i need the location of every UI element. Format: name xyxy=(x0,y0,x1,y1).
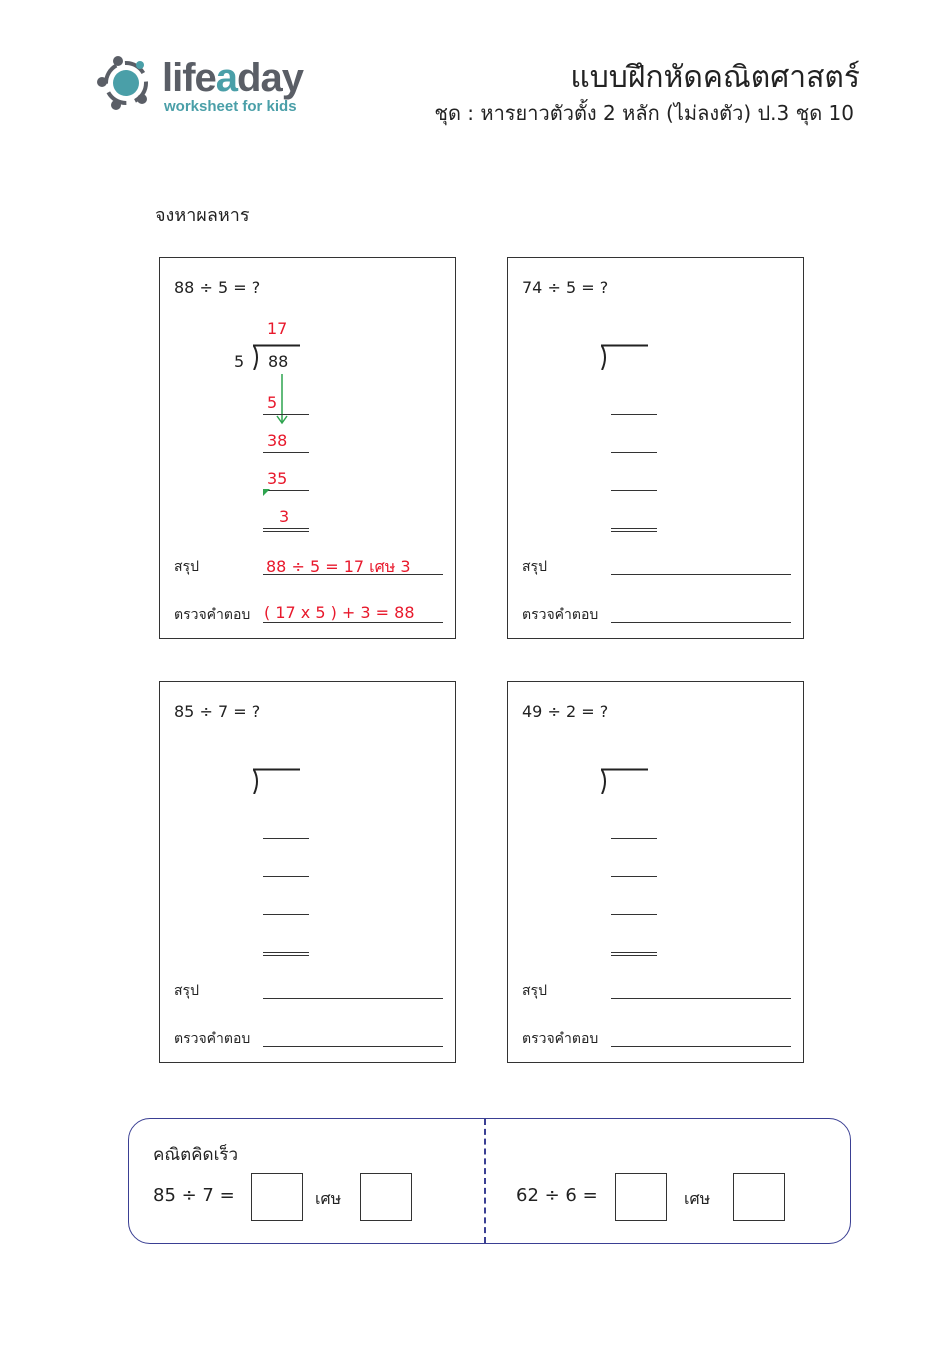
step-value-3: 35 xyxy=(267,469,288,488)
problem-question: 49 ÷ 2 = ? xyxy=(522,702,609,721)
quick-math-divider xyxy=(484,1119,486,1243)
check-label: ตรวจคำตอบ xyxy=(174,1031,251,1047)
example-quotient: 17 xyxy=(267,319,288,338)
check-answer-line[interactable] xyxy=(611,1024,791,1047)
summary-label: สรุป xyxy=(522,983,547,999)
step-line-1[interactable] xyxy=(611,818,657,839)
division-bracket xyxy=(598,344,648,370)
quick-math-title: คณิตคิดเร็ว xyxy=(153,1145,239,1165)
quick-remainder-label-2: เศษ xyxy=(684,1189,711,1208)
logo-word-a: a xyxy=(215,56,238,100)
logo-word-life: life xyxy=(162,56,216,100)
example-dividend: 88 xyxy=(268,352,289,371)
logo-tagline: worksheet for kids xyxy=(164,98,297,115)
step-line-3[interactable] xyxy=(611,894,657,915)
summary-answer-line[interactable] xyxy=(263,976,443,999)
logo-word-day: day xyxy=(237,56,303,100)
quick-answer-box-2[interactable] xyxy=(615,1173,667,1221)
page-title: แบบฝึกหัดคณิตศาสตร์ xyxy=(570,60,860,95)
problem-panel-2 xyxy=(507,257,804,639)
summary-label: สรุป xyxy=(174,983,199,999)
problem-panel-3 xyxy=(159,681,456,1063)
step-line-2[interactable] xyxy=(263,856,309,877)
summary-answer-line[interactable] xyxy=(611,976,791,999)
division-bracket xyxy=(598,768,648,794)
problem-question: 74 ÷ 5 = ? xyxy=(522,278,609,297)
check-label: ตรวจคำตอบ xyxy=(174,607,251,623)
step-value-2: 38 xyxy=(267,431,288,450)
corner-marker-icon xyxy=(263,488,271,496)
logo-wordmark xyxy=(162,56,303,100)
example-divisor: 5 xyxy=(234,352,245,371)
summary-label: สรุป xyxy=(174,559,199,575)
quick-remainder-box-2[interactable] xyxy=(733,1173,785,1221)
problem-panel-1 xyxy=(159,257,456,639)
step-value-4: 3 xyxy=(279,507,290,526)
step-line-2[interactable] xyxy=(611,856,657,877)
check-answer-line[interactable] xyxy=(263,1024,443,1047)
check-label: ตรวจคำตอบ xyxy=(522,607,599,623)
problem-question: 88 ÷ 5 = ? xyxy=(174,278,261,297)
step-line-4[interactable] xyxy=(611,932,657,956)
instruction-text: จงหาผลหาร xyxy=(155,205,250,226)
step-value-1: 5 xyxy=(267,393,278,412)
problem-question: 85 ÷ 7 = ? xyxy=(174,702,261,721)
step-line-4[interactable] xyxy=(611,508,657,532)
summary-label: สรุป xyxy=(522,559,547,575)
summary-answer-line[interactable] xyxy=(611,552,791,575)
quick-answer-box-1[interactable] xyxy=(251,1173,303,1221)
quick-remainder-label-1: เศษ xyxy=(315,1189,342,1208)
step-line-4[interactable] xyxy=(263,932,309,956)
step-line-3[interactable] xyxy=(263,894,309,915)
page-subtitle: ชุด : หารยาวตัวตั้ง 2 หลัก (ไม่ลงตัว) ป.3 ชุด 10 xyxy=(434,101,854,125)
step-line-3[interactable] xyxy=(611,470,657,491)
quick-math-box xyxy=(128,1118,851,1244)
step-line-2[interactable] xyxy=(611,432,657,453)
quick-equation-2: 62 ÷ 6 = xyxy=(516,1185,598,1206)
check-answer-line[interactable] xyxy=(611,600,791,623)
division-bracket xyxy=(250,768,300,794)
quick-remainder-box-1[interactable] xyxy=(360,1173,412,1221)
check-label: ตรวจคำตอบ xyxy=(522,1031,599,1047)
problem-panel-4 xyxy=(507,681,804,1063)
lifeaday-logo-icon xyxy=(96,52,162,118)
quick-equation-1: 85 ÷ 7 = xyxy=(153,1185,235,1206)
example-check: ( 17 x 5 ) + 3 = 88 xyxy=(264,603,415,622)
step-line-1[interactable] xyxy=(263,818,309,839)
lifeaday-logo xyxy=(96,50,336,120)
example-summary: 88 ÷ 5 = 17 เศษ 3 xyxy=(266,557,411,576)
step-line-1[interactable] xyxy=(611,394,657,415)
